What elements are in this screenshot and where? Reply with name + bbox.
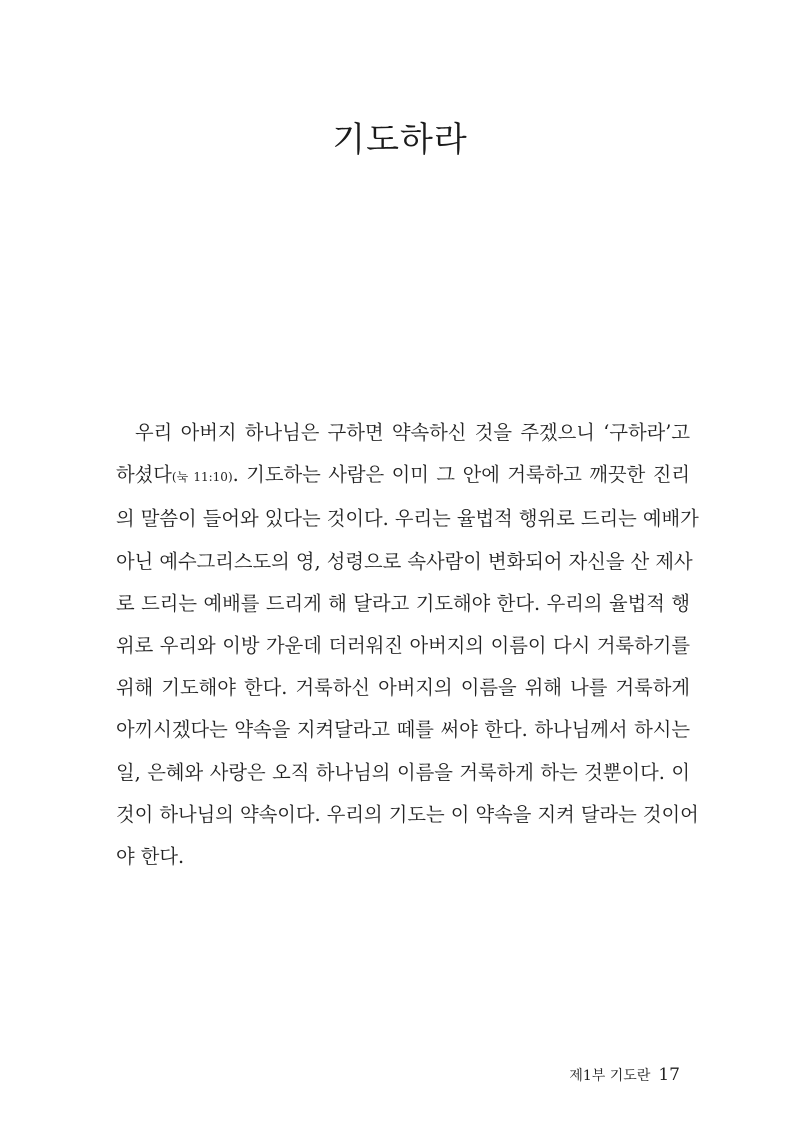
body-line: 야 한다. bbox=[116, 845, 185, 869]
section-label: 제1부 기도란 bbox=[569, 1068, 651, 1084]
body-line-rest: . 기도하는 사람은 이미 그 안에 거룩하고 깨끗한 진리 bbox=[232, 463, 690, 487]
body-line bbox=[116, 454, 690, 498]
page-number: 17 bbox=[658, 1065, 680, 1085]
body-paragraph bbox=[116, 412, 699, 878]
scripture-citation: (눅 11:10) bbox=[171, 470, 233, 485]
body-line: 위로 우리와 이방 가운데 더러워진 아버지의 이름이 다시 거룩하기를 bbox=[116, 634, 690, 658]
body-line-start: 하셨다 bbox=[116, 463, 172, 487]
page-footer bbox=[569, 1065, 680, 1085]
body-line: 아닌 예수그리스도의 영, 성령으로 속사람이 변화되어 자신을 산 제사 bbox=[116, 549, 693, 573]
body-line: 의 말씀이 들어와 있다는 것이다. 우리는 율법적 행위로 드리는 예배가 bbox=[116, 507, 699, 531]
body-line: 것이 하나님의 약속이다. 우리의 기도는 이 약속을 지켜 달라는 것이어 bbox=[116, 802, 699, 826]
body-line: 일, 은혜와 사랑은 오직 하나님의 이름을 거룩하게 하는 것뿐이다. 이 bbox=[116, 760, 690, 784]
chapter-title: 기도하라 bbox=[332, 120, 468, 160]
body-line: 위해 기도해야 한다. 거룩하신 아버지의 이름을 위해 나를 거룩하게 bbox=[116, 676, 690, 700]
body-line: 우리 아버지 하나님은 구하면 약속하신 것을 주겠으니 ‘구하라’고 bbox=[135, 421, 690, 444]
body-line: 로 드리는 예배를 드리게 해 달라고 기도해야 한다. 우리의 율법적 행 bbox=[116, 591, 690, 615]
body-line: 아끼시겠다는 약속을 지켜달라고 떼를 써야 한다. 하나님께서 하시는 bbox=[116, 718, 690, 742]
